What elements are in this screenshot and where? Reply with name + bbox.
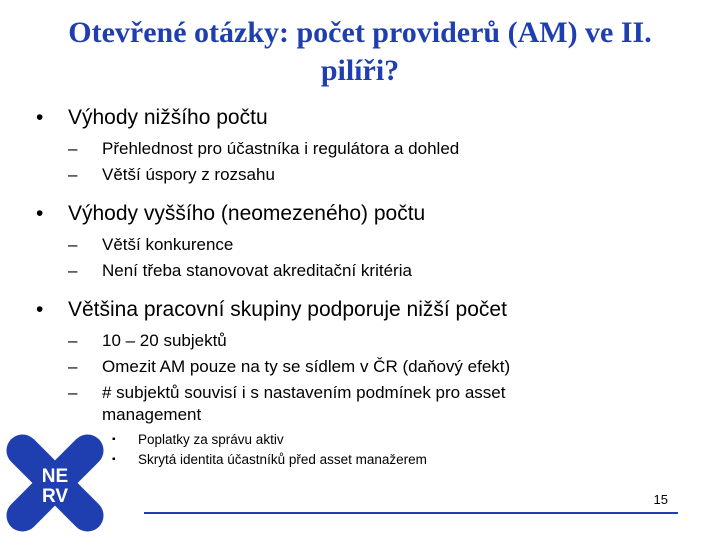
sub-sub-item xyxy=(32,430,692,450)
bullet-item xyxy=(32,296,692,324)
sub-item-text: Omezit AM pouze na ty se sídlem v ČR (daňový efekt) xyxy=(102,357,511,376)
sub-item xyxy=(32,356,692,378)
dash-marker: – xyxy=(68,165,78,184)
sub-item xyxy=(32,164,692,186)
dash-marker: – xyxy=(68,357,78,376)
bullet-marker: • xyxy=(36,106,44,129)
bullet-text: Výhody nižšího počtu xyxy=(68,106,268,129)
footer-rule xyxy=(144,512,678,514)
sub-item xyxy=(32,138,692,160)
slide-title xyxy=(40,14,680,90)
sub-sub-item-text: Poplatky za správu aktiv xyxy=(138,432,284,447)
dash-marker: – xyxy=(68,139,78,158)
logo-text-bottom: RV xyxy=(41,486,69,507)
bullet-text: Výhody vyššího (neomezeného) počtu xyxy=(68,202,426,225)
sub-sub-item-text: Skrytá identita účastníků před asset manažerem xyxy=(138,452,427,467)
bullet-item xyxy=(32,200,692,228)
dash-marker: – xyxy=(68,235,78,254)
dash-marker: – xyxy=(68,261,78,280)
sub-item-text: Větší konkurence xyxy=(102,235,234,254)
sub-item-text: Není třeba stanovovat akreditační kritéria xyxy=(102,261,412,280)
sub-sub-item xyxy=(32,450,692,470)
sub-item-text: 10 – 20 subjektů xyxy=(102,331,227,350)
bullet-list xyxy=(32,104,692,470)
bullet-text: Většina pracovní skupiny podporuje nižší počet xyxy=(68,298,507,321)
bullet-marker: • xyxy=(36,298,44,321)
title-line-1: Otevřené otázky: počet providerů (AM) ve II. xyxy=(68,16,652,49)
square-bullet-marker: ▪ xyxy=(112,434,116,445)
sub-item xyxy=(32,330,692,352)
sub-item-text: # subjektů souvisí i s nastavením podmínek pro asset management xyxy=(102,383,506,424)
bullet-marker: • xyxy=(36,202,44,225)
page-number: 15 xyxy=(653,492,668,507)
title-line-2: pilíři? xyxy=(320,54,400,87)
square-bullet-marker: ▪ xyxy=(112,454,116,465)
sub-item xyxy=(32,234,692,256)
sub-item-text: Přehlednost pro účastníka i regulátora a dohled xyxy=(102,139,460,158)
dash-marker: – xyxy=(68,331,78,350)
sub-item-text: Větší úspory z rozsahu xyxy=(102,165,275,184)
nerv-logo xyxy=(2,430,108,536)
sub-item xyxy=(32,260,692,282)
bullet-item xyxy=(32,104,692,132)
dash-marker: – xyxy=(68,383,78,402)
logo-text-top: NE xyxy=(41,466,69,487)
sub-item xyxy=(32,382,692,426)
